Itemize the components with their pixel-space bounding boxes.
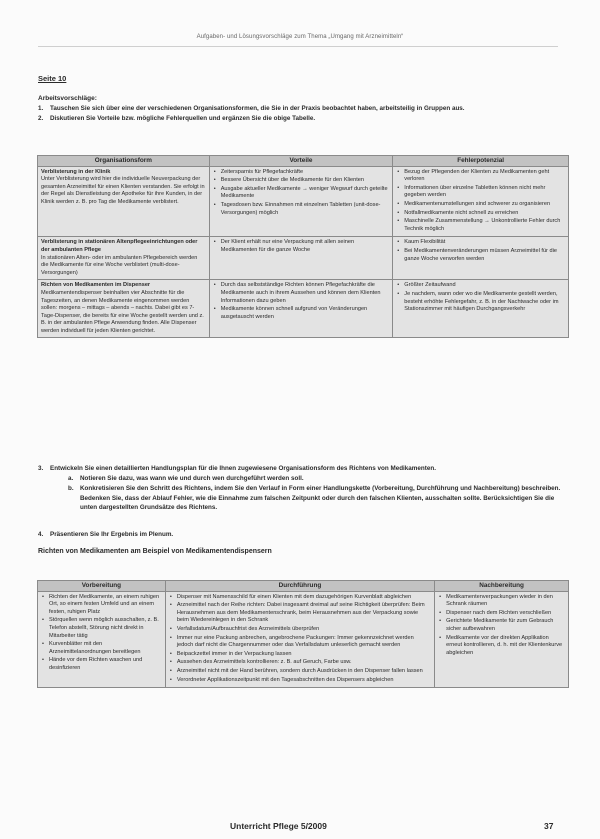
list-item: • Ausgabe aktueller Medikamente → weniger Wegwurf durch geteilte Medikamente [213,186,390,201]
risks-cell [393,166,569,237]
list-item: • Bei Medikamentenveränderungen müssen Arzneimittel für die ganze Woche verworfen werden [396,248,565,263]
pros-cell [209,237,393,280]
list-item: • Notfallmedikamente nicht schnell zu erreichen [396,210,565,218]
org-title: Richten von Medikamenten im Dispenser [41,282,151,289]
col-header-durchfuehrung: Durchführung [165,581,434,592]
page-number: 37 [544,821,554,831]
col-header-organisationsform: Organisationsform [38,156,210,167]
list-item: • Bessere Übersicht über die Medikamente für den Klienten [213,177,390,185]
task-item [38,464,568,474]
task-3 [38,464,568,474]
task-3a [68,474,568,484]
list-item: • Verfallsdatum/Aufbrauchfrist des Arzneimittels überprüfen [169,626,431,634]
col-header-vorbereitung: Vorbereitung [38,581,166,592]
list-item: • Immer nur eine Packung anbrechen, angebrochene Packungen: Immer gekennzeichnet werden jedoch darf nicht die Chargennummer oder das Verfallsdatum unleserlich gemacht werden [169,635,431,650]
table-row [38,280,569,338]
post-cell [435,591,569,688]
list-item: • Der Klient erhält nur eine Verpackung mit allen seinen Medikamenten für die ganze Woche [213,239,390,254]
list-item: • Medikamente vor der direkten Applikation erneut kontrollieren, d. h. mit der Klientenkurve abgleichen [438,635,565,658]
col-header-fehlerpotenzial: Fehlerpotenzial [393,156,569,167]
org-desc: Unter Verblisterung wird hier die individuelle Neuverpackung der gesamten Arzneimittel für einen Klienten verstanden. Sie erfolgt in der Regel als Dienstleistung der Apotheke für ihre Kunden, in der Klinik werden z. B. pro Tag die Medikamente verblistert. [41,176,205,205]
magazine-footer: Unterricht Pflege 5/2009 [230,821,327,831]
list-item: • Bezug der Pflegenden der Klienten zu Medikamenten geht verloren [396,169,565,184]
pros-cell [209,166,393,237]
task-text: Präsentieren Sie Ihr Ergebnis im Plenum. [50,531,174,538]
col-header-nachbereitung: Nachbereitung [435,581,569,592]
list-item: • Dispenser mit Namensschild für einen Klienten mit dem dazugehörigen Kurvenblatt abgleichen [169,594,431,602]
col-header-vorteile: Vorteile [209,156,393,167]
list-item: • Störquellen wenn möglich ausschalten, z. B. Telefon abstellt, Störung nicht direkt in Mitarbeiter tätig [41,617,162,640]
task-3b [68,484,568,513]
list-item: • Beipackzettel immer in der Verpackung lassen [169,651,431,659]
table-row [38,591,569,688]
org-cell [38,166,210,237]
task-text: Tauschen Sie sich über eine der verschiedenen Organisationsformen, die Sie in der Praxis beobachtet haben, arbeitsteilig in Gruppen aus. [50,105,465,112]
list-item: • Medikamentenverpackungen wieder in den Schrank räumen [438,594,565,609]
list-item: • Gerichtete Medikamente für zum Gebrauch sicher aufbewahren [438,618,565,633]
list-item: • Medikamente können schnell aufgrund von Veränderungen ausgetauscht werden [213,306,390,321]
list-item: • Hände vor dem Richten waschen und desinfizieren [41,657,162,672]
task-number: 1. [38,105,44,112]
prep-cell [38,591,166,688]
task-text: Notieren Sie dazu, was wann wie und durch wen durchgeführt werden soll. [80,475,304,482]
list-item: • Arzneimittel nach der Reihe richten: Dabei insgesamt dreimal auf seine Richtigkeit überprüfen: Beim Herausnehmen aus dem Medikamentenschrank, beim Herausnehmen aus der Verpackung sowie beim Wiedereinlegen in den Schrank [169,602,431,625]
task-number: 4. [38,531,44,538]
list-item: • Informationen über einzelne Tabletten können nicht mehr gegeben werden [396,185,565,200]
list-item: • Arzneimittel nicht mit der Hand berühren, sondern durch Ausdrücken in den Dispenser fallen lassen [169,668,431,676]
tasks-heading: Arbeitsvorschläge: [38,95,97,102]
list-item: • Verordneter Applikationszeitpunkt mit den Tagesabschnitten des Dispensers abgleichen [169,677,431,685]
list-item: • Richten der Medikamente, an einem ruhigen Ort, so einem festen Umfeld und an einem festen, ruhigen Platz [41,594,162,617]
list-item: • Zeitersparnis für Pflegefachkräfte [213,169,390,177]
risks-cell [393,237,569,280]
list-item: • Kurvenblätter mit den Arzneimittelanordnungen bereitlegen [41,641,162,656]
list-item: • Dispenser nach dem Richten verschließen [438,610,565,618]
list-item: • Je nachdem, wann oder wo die Medikamente gestellt werden, besteht erhöhte Fehlergefahr, z. B. in der Nachtwache oder im Stationszimmer mit häufigen Durchgangsverkehr [396,291,565,314]
org-desc: Medikamentendispenser beinhalten vier Abschnitte für die Tageszeiten, an denen Medikamente eingenommen werden sollen: morgens – mittags – abends – nachts. Dabei gibt es 7-Tage-Dispenser, die bereits für eine Woche gestellt werden und z. B. in der ambulanten Pflege Anwendung finden. Alle Dispenser werden individuell für jeden Klienten gerichtet. [41,289,204,334]
list-item: • Aussehen des Arzneimittels kontrollieren: z. B. auf Geruch, Farbe usw. [169,659,431,667]
list-item: • Tagesdosen bzw. Einnahmen mit einzelnen Tabletten (unit-dose-Versorgungen) möglich [213,202,390,217]
task-number: 3. [38,465,44,472]
task-item [38,104,568,114]
task-4 [38,530,568,540]
task-text: Konkretisieren Sie den Schritt des Richtens, indem Sie den Verlauf in Form einer Handlungskette (Vorbereitung, Durchführung und Nachbereitung) beschreiben. Bedenken Sie, dass der Ablauf Fehler, wie die Einnahme zum falschen Zeitpunkt oder durch den falschen Klienten, ausschalten sollte. Berücksichtigen Sie die unten dargestellten Grundsätze des Richtens. [80,485,561,511]
table-row [38,237,569,280]
organisation-table [37,155,569,338]
org-cell [38,237,210,280]
list-item: • Größter Zeitaufwand [396,282,565,290]
running-header: Aufgaben- und Lösungsvorschläge zum Thema „Umgang mit Arzneimitteln“ [196,34,404,40]
org-title: Verblisterung in der Klinik [41,168,111,175]
task-text: Diskutieren Sie Vorteile bzw. mögliche Fehlerquellen und ergänzen Sie die obige Tabelle. [50,114,316,122]
dispenser-table [37,580,569,688]
table-row [38,166,569,237]
section-title: Richten von Medikamenten am Beispiel von Medikamentendispensern [38,548,272,555]
list-item: • Medikamentenumstellungen sind schwerer zu organisieren [396,201,565,209]
header-rule [38,46,558,47]
task-item [38,530,568,540]
task-number: b. [68,485,74,492]
org-cell [38,280,210,338]
list-item: • Kaum Flexibilität [396,239,565,247]
org-title: Verblisterung in stationären Altenpflegeeinrichtungen oder der ambulanten Pflege [41,239,198,253]
page-label: Seite 10 [38,74,67,83]
pros-cell [209,280,393,338]
exec-cell [165,591,434,688]
task-item [38,114,568,124]
org-desc: In stationären Alten- oder im ambulanten Pflegebereich werden die Medikamente für eine Woche verblistert (multi-dose-Versorgungen) [41,254,198,276]
task-text: Entwickeln Sie einen detaillierten Handlungsplan für die Ihnen zugewiesene Organisationsform des Richtens von Medikamenten. [50,465,436,472]
list-item: • Maschinelle Zusammenstellung → Unkontrollierte Fehler durch Technik möglich [396,218,565,233]
list-item: • Durch das selbstständige Richten können Pflegefachkräfte die Medikamente auch in ihrem Aussehen und können dem Klienten Informationen dazu geben [213,282,390,305]
risks-cell [393,280,569,338]
task-number: 2. [38,114,44,122]
task-list [38,104,568,123]
task-number: a. [68,475,74,482]
